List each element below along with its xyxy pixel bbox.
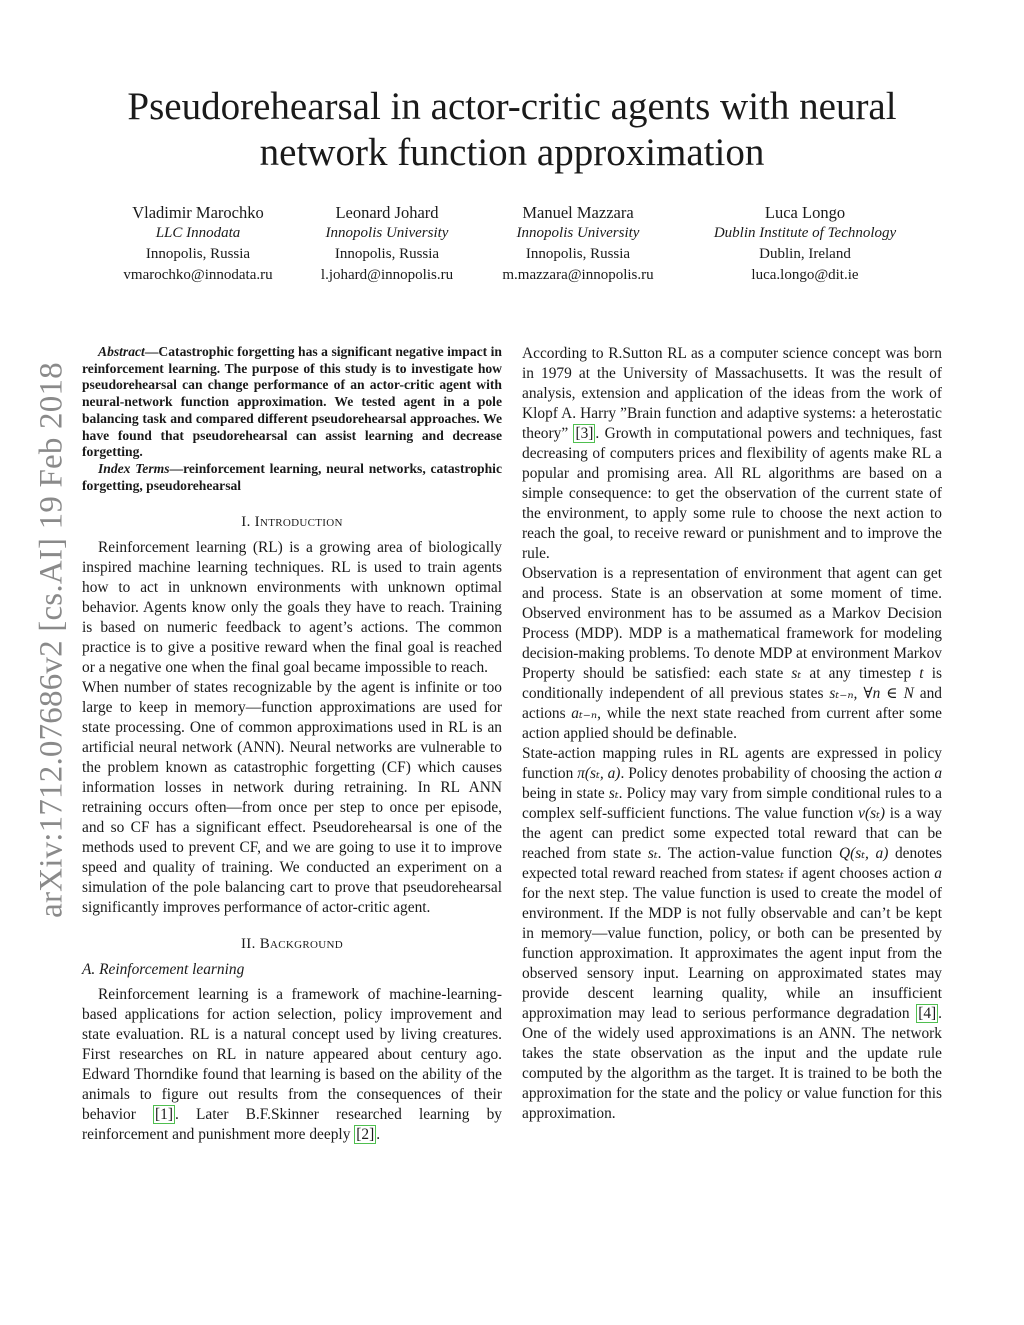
arxiv-stamp: arXiv:1712.07686v2 [cs.AI] 19 Feb 2018	[33, 362, 70, 918]
author-affiliation: LLC Innodata	[155, 225, 241, 241]
citation-link[interactable]: [3]	[575, 425, 594, 442]
paragraph	[522, 564, 942, 744]
author-name: Leonard Johard	[335, 203, 439, 222]
author-location: Innopolis, Russia	[525, 246, 631, 262]
text-run: is conditionally independent of all previous states	[522, 665, 942, 702]
section-heading: II. Background	[241, 936, 343, 953]
text-run: being in state	[522, 785, 609, 802]
author-location: Innopolis, Russia	[334, 246, 440, 262]
text-run: . The action-value function	[657, 845, 839, 862]
title-line: Pseudorehearsal in actor-critic agents with neural	[127, 85, 897, 128]
text-run: . Growth in computational powers and techniques, fast decreasing of computers prices and flexibility of agents make RL a popular and promising area. All RL algorithms are based on a simple consequence: to get the observation of the current state of the environment, to apply some rule to choose the next action to reach the goal, to receive reward or punishment and to improve the rule.	[522, 425, 942, 562]
text-run: According to R.Sutton RL as a computer science concept was born in 1979 at the University of Massachusetts. It was the result of analysis, extension and application of the ideas from the work of Klopf A. Harry ”Brain function and adaptive systems: a heterostatic theory”	[522, 345, 942, 442]
text-run: and actions	[522, 685, 942, 722]
paragraph	[82, 985, 502, 1145]
author	[123, 202, 272, 286]
math: sₜ	[608, 785, 619, 802]
citation-link[interactable]: [4]	[918, 1005, 937, 1022]
paragraph: When number of states recognizable by the agent is infinite or too large to keep in memory—function approximations are used for state processing. One of common approximations used in RL is an artificial neural network (ANN). Neural networks are vulnerable to the problem known as catastrophic forgetting (CF) which causes information losses in network during retraining. In RL ANN retraining occurs often—from once per step to once per episode, and so CF has a significant effect. Pseudorehearsal is one of the methods used to prevent CF, and we are going to use it to improve speed and quality of training. We conducted an experiment on a simulation of the pole balancing cart to prove that pseudorehearsal significantly improves performance of actor-critic agent.	[82, 679, 502, 917]
text-run: Reinforcement learning is a framework of machine-learning-based applications for action selection, policy improvement and state evaluation. RL is a natural concept used by living creatures. First researches on RL in nature appeared about century ago. Edward Thorndike found that learning is based on the ability of the animals to figure out results from the consequences of their behavior	[82, 986, 502, 1124]
index-terms-text: —reinforcement learning, neural networks, catastrophic forgetting, pseudorehearsal	[82, 460, 502, 493]
title-line: network function approximation	[259, 131, 765, 174]
text-run: is a way the agent can predict some expected total reward that can be reached from state	[522, 805, 943, 862]
author-email: vmarochko@innodata.ru	[123, 267, 273, 283]
section-heading: I. Introduction	[241, 514, 343, 531]
text-run: .	[376, 1126, 381, 1144]
text-run: if agent chooses action	[783, 865, 935, 882]
math: sₜ₋ₙ, ∀n ∈ N	[829, 685, 914, 702]
author-email: luca.longo@dit.ie	[751, 267, 859, 283]
text-run: . Policy denotes probability of choosing the action	[620, 765, 935, 782]
text-run: . Later B.F.Skinner researched learning by reinforcement and punishment more deeply	[82, 1106, 502, 1144]
text-run: for the next step. The value function is used to create the model of environment. If the MDP is not fully observable and can’t be kept in memory—value function, policy, or both can be presented by function approximation. It approximates the agent input from the observed sensory input. Learning on approximated states may provide descent learning quality, while an insufficient approximation may lead to serious performance degradation	[522, 885, 942, 1022]
citation-link[interactable]: [1]	[155, 1106, 173, 1124]
author	[321, 202, 453, 286]
index-terms	[82, 461, 502, 494]
text-run: . Policy may vary from simple conditional rules to a complex self-sufficient functions. The value function	[522, 785, 942, 822]
author-email: l.johard@innopolis.ru	[320, 267, 454, 283]
math: aₜ₋ₙ	[571, 705, 598, 722]
left-column	[82, 344, 502, 1145]
citation-link[interactable]: [2]	[356, 1126, 375, 1144]
text-run: at any timestep	[801, 665, 920, 682]
math: sₜ	[647, 845, 658, 862]
author-name: Luca Longo	[764, 203, 846, 222]
math: a	[934, 765, 943, 782]
abstract-text: —Catastrophic forgetting has a significant negative impact in reinforcement learning. The purpose of this study is to investigate how pseudorehearsal can change performance of an actor-critic agent with neural-network function approximation. We tested agent in a pole balancing task and compared different pseudorehearsal approaches. We have found that pseudorehearsal can assist learning and decrease forgetting.	[82, 344, 502, 460]
text-run: denotes expected total reward reached from state	[522, 845, 942, 882]
author-affiliation: Innopolis University	[325, 225, 449, 241]
right-column	[522, 344, 942, 1124]
text-run: . One of the widely used approximations is an ANN. The network takes the state observation as the input and the update rule computed by the algorithm as the target. It is trained to be both the approximation for the state and the policy or value function for this approximation.	[522, 1005, 942, 1122]
author	[502, 202, 653, 286]
abstract	[82, 344, 502, 461]
math: π(sₜ, a)	[577, 765, 621, 782]
math: sₜ	[774, 865, 784, 882]
paper-title	[62, 84, 962, 176]
math: Q(sₜ, a)	[839, 845, 889, 862]
math: a	[934, 865, 942, 882]
math: t	[919, 665, 924, 682]
text-run: State-action mapping rules in RL agents are expressed in policy function	[522, 745, 942, 782]
index-terms-label: Index Terms	[98, 460, 170, 476]
abstract-label: Abstract	[98, 344, 145, 359]
author-block	[100, 202, 960, 292]
text-run: Observation is a representation of environment that agent can get and process. State is an observation at some moment of time. Observed environment has to be assumed as a Markov Decision Process (MDP). MDP is a mathematical framework for modeling decision-making problems. To denote MDP at environment Markov Property should be satisfied: each state	[522, 565, 942, 682]
author-name: Vladimir Marochko	[132, 203, 264, 222]
paragraph	[522, 344, 942, 564]
author-name: Manuel Mazzara	[522, 203, 634, 222]
subsection-heading: A. Reinforcement learning	[82, 961, 245, 979]
author-affiliation: Innopolis University	[516, 225, 640, 241]
paragraph	[522, 744, 942, 1124]
math: sₜ	[791, 665, 802, 682]
paragraph: Reinforcement learning (RL) is a growing area of biologically inspired machine learning techniques. RL is used to train agents how to act in unknown environments with unknown optimal behavior. Agents know only the goals they have to reach. Training is based on numeric feedback to agent’s actions. The common practice is to give a positive reward when the final goal is reached or a negative one when the final goal became impossible to reach.	[82, 539, 502, 677]
author-location: Innopolis, Russia	[145, 246, 251, 262]
author-affiliation: Dublin Institute of Technology	[713, 225, 897, 241]
math: v(sₜ)	[858, 805, 885, 822]
author	[714, 202, 896, 286]
author-email: m.mazzara@innopolis.ru	[502, 267, 654, 283]
author-location: Dublin, Ireland	[759, 246, 851, 262]
text-run: , while the next state reached from current after some action applied should be definable.	[522, 705, 942, 742]
